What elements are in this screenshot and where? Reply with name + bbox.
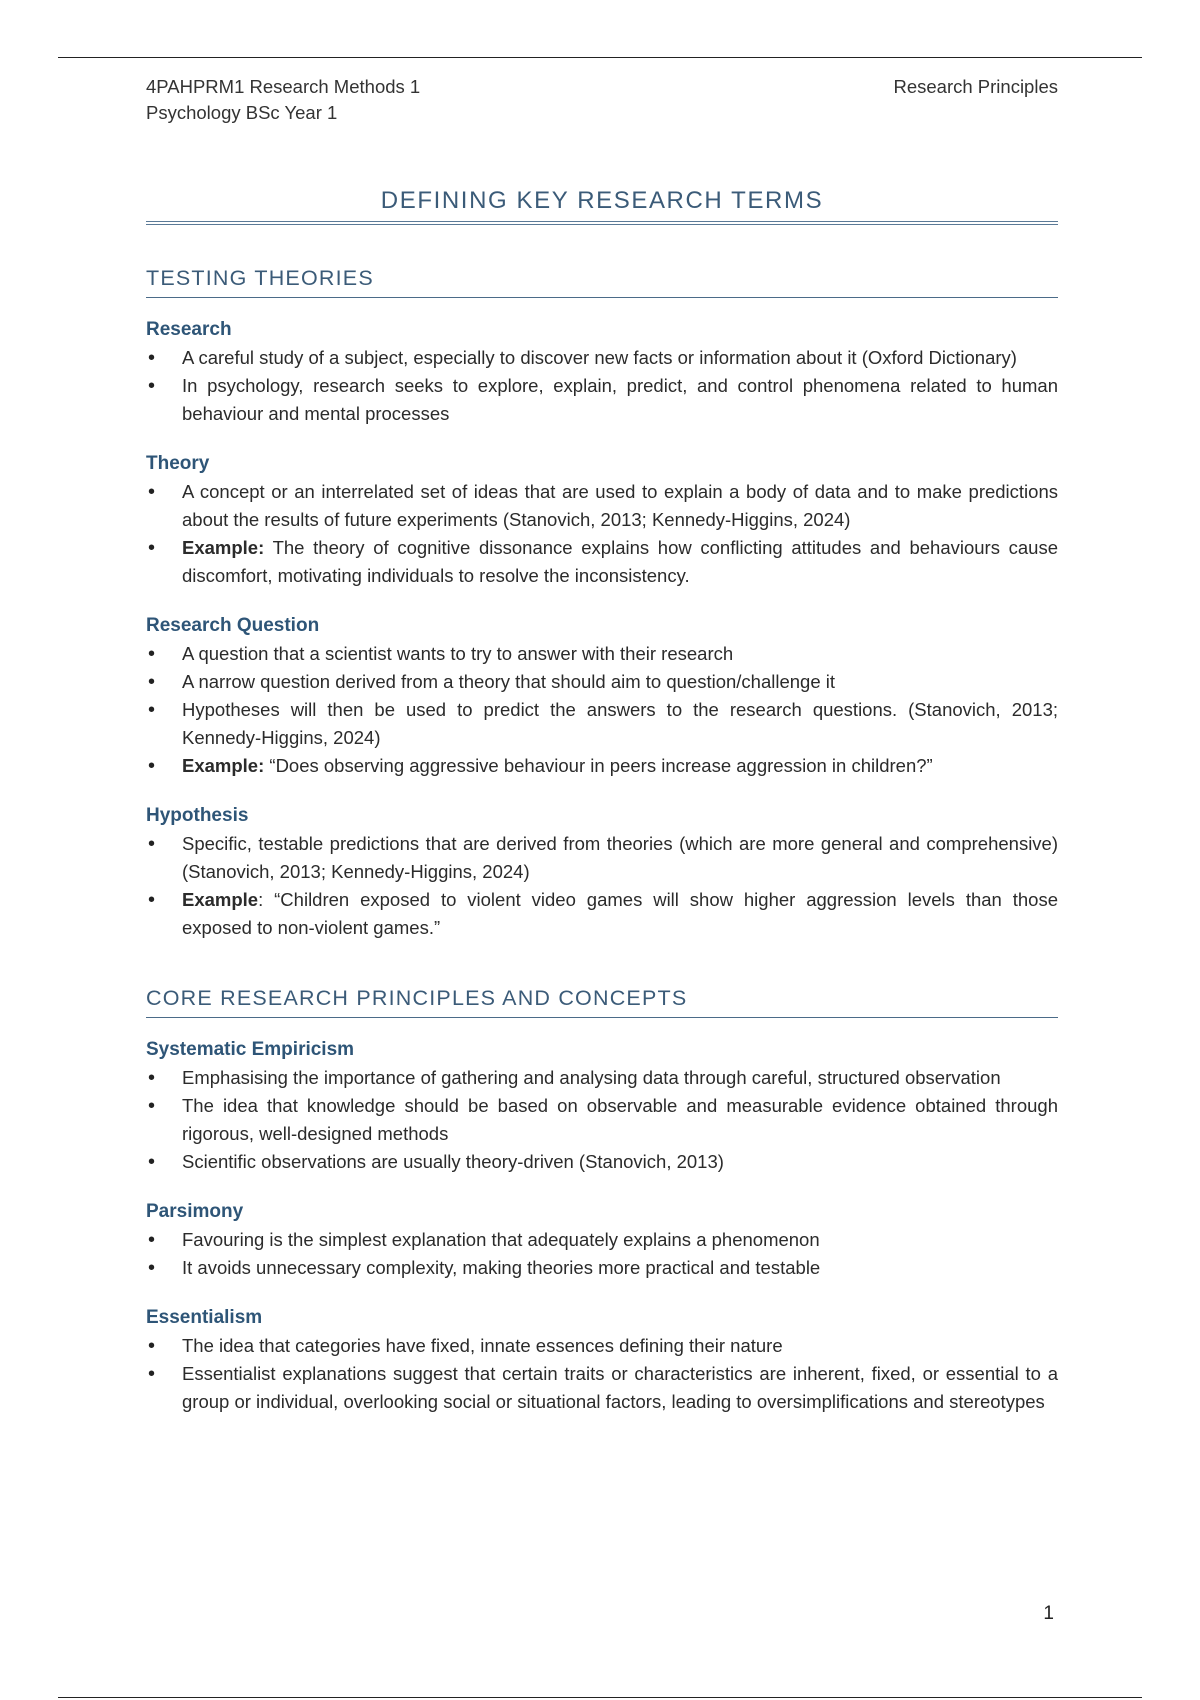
bullet-item: • Hypotheses will then be used to predict the answers to the research questions. (Stanovich, 2013; Kennedy-Higgins, 2024) — [146, 696, 1058, 752]
term-theory — [146, 450, 1058, 590]
bullet-item-example: • Example: “Children exposed to violent video games will show higher aggression levels than those exposed to non-violent games.” — [146, 886, 1058, 942]
bullet-item-example: • Example: “Does observing aggressive behaviour in peers increase aggression in children?” — [146, 752, 1058, 780]
example-label: Example: — [182, 755, 265, 776]
programme: Psychology BSc Year 1 — [146, 102, 338, 123]
term-essentialism — [146, 1304, 1058, 1416]
term-title: Systematic Empiricism — [146, 1039, 355, 1060]
bullet-item: • A question that a scientist wants to try to answer with their research — [146, 640, 1058, 668]
header-left — [146, 74, 420, 126]
bullet-item: • Favouring is the simplest explanation that adequately explains a phenomenon — [146, 1226, 1058, 1254]
term-title: Parsimony — [146, 1201, 244, 1222]
bullet-item: • It avoids unnecessary complexity, making theories more practical and testable — [146, 1254, 1058, 1282]
bullet-item: • Specific, testable predictions that are derived from theories (which are more general and comprehensive) (Stanovich, 2013; Kennedy-Higgins, 2024) — [146, 830, 1058, 886]
term-parsimony — [146, 1198, 1058, 1282]
bullet-item: • Scientific observations are usually theory-driven (Stanovich, 2013) — [146, 1148, 1058, 1176]
document-title: DEFINING KEY RESEARCH TERMS — [146, 187, 1058, 225]
term-title: Research — [146, 319, 232, 340]
term-hypothesis — [146, 802, 1058, 942]
example-label: Example — [182, 889, 259, 910]
bullet-item: • A concept or an interrelated set of ideas that are used to explain a body of data and to make predictions about the results of future experiments (Stanovich, 2013; Kennedy-Higgins, 2024) — [146, 478, 1058, 534]
document-page — [146, 74, 1058, 1416]
term-title: Hypothesis — [146, 805, 249, 826]
term-title: Research Question — [146, 615, 320, 636]
bullet-item-example: • Example: The theory of cognitive dissonance explains how conflicting attitudes and behaviours cause discomfort, motivating individuals to resolve the inconsistency. — [146, 534, 1058, 590]
bullet-item: • Essentialist explanations suggest that certain traits or characteristics are inherent, fixed, or essential to a group or individual, overlooking social or situational factors, leading to oversimplifications and stereotypes — [146, 1360, 1058, 1416]
top-rule — [58, 57, 1142, 58]
bottom-rule — [58, 1697, 1142, 1698]
term-research — [146, 316, 1058, 428]
header-topic: Research Principles — [893, 76, 1058, 97]
page-number: 1 — [1043, 1603, 1054, 1624]
bullet-item: • In psychology, research seeks to explore, explain, predict, and control phenomena related to human behaviour and mental processes — [146, 372, 1058, 428]
term-systematic-empiricism — [146, 1036, 1058, 1176]
page-header — [146, 74, 1058, 126]
bullet-item: • A careful study of a subject, especially to discover new facts or information about it (Oxford Dictionary) — [146, 344, 1058, 372]
example-label: Example: — [182, 537, 265, 558]
section-heading-core-principles: CORE RESEARCH PRINCIPLES AND CONCEPTS — [146, 986, 1058, 1018]
term-title: Essentialism — [146, 1307, 263, 1328]
bullet-item: • The idea that knowledge should be based on observable and measurable evidence obtained through rigorous, well-designed methods — [146, 1092, 1058, 1148]
course-code: 4PAHPRM1 Research Methods 1 — [146, 76, 421, 97]
bullet-item: • The idea that categories have fixed, innate essences defining their nature — [146, 1332, 1058, 1360]
term-title: Theory — [146, 453, 210, 474]
section-heading-testing-theories: TESTING THEORIES — [146, 266, 1058, 298]
bullet-item: • A narrow question derived from a theory that should aim to question/challenge it — [146, 668, 1058, 696]
term-research-question — [146, 612, 1058, 780]
bullet-item: • Emphasising the importance of gathering and analysing data through careful, structured observation — [146, 1064, 1058, 1092]
